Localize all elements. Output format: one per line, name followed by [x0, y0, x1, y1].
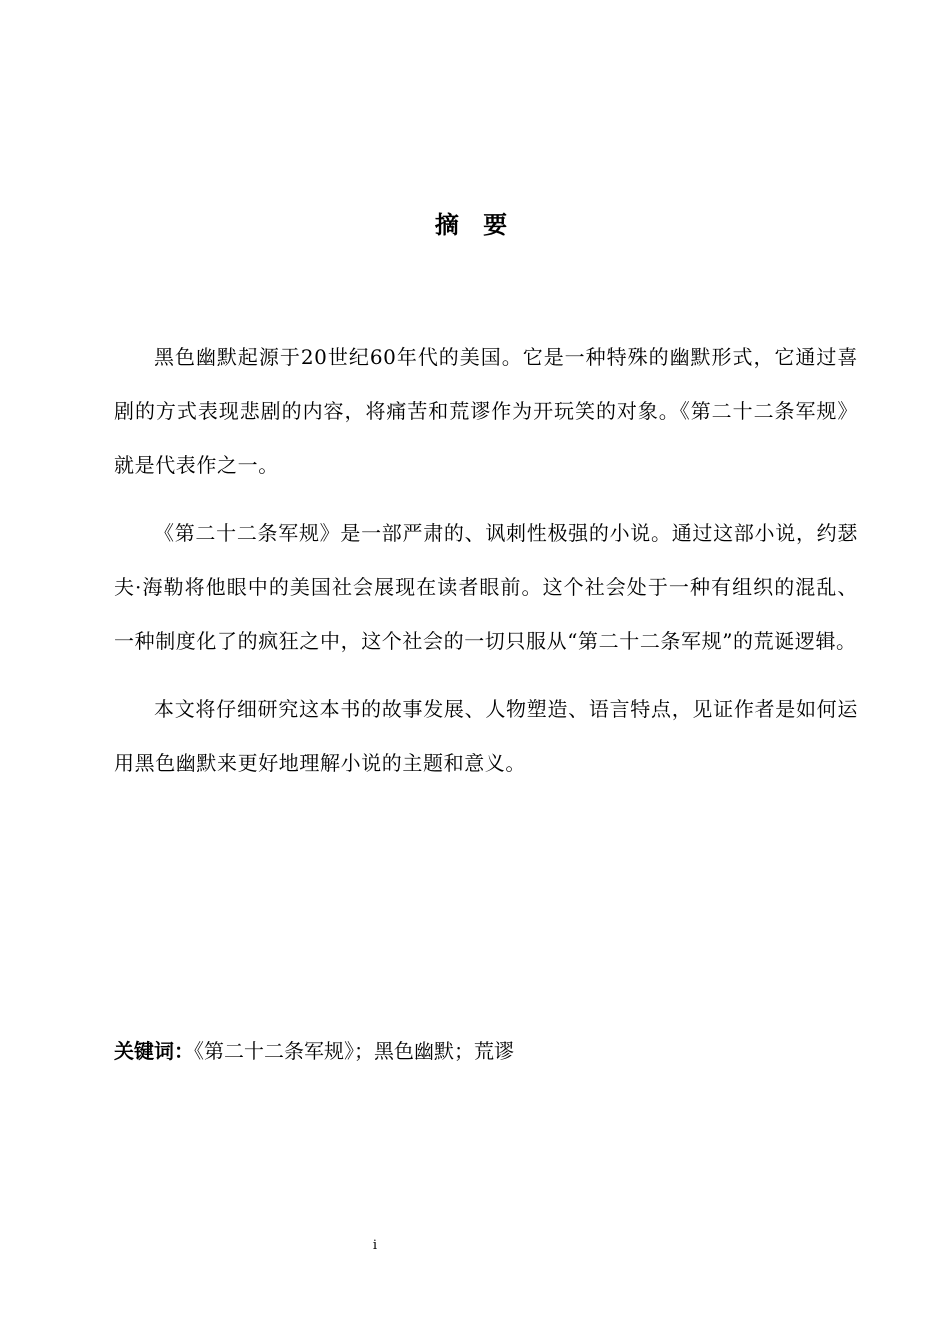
- keywords-label: 关键词：: [114, 1039, 194, 1063]
- page-title: 摘 要: [434, 211, 516, 239]
- keywords-line: [114, 1033, 858, 1069]
- abstract-paragraph-3: 本文将仔细研究这本书的故事发展、人物塑造、语言特点，见证作者是如何运用黑色幽默来更好地理解小说的主题和意义。: [114, 697, 858, 775]
- abstract-paragraph-2: 《第二十二条军规》是一部严肃的、讽刺性极强的小说。通过这部小说，约瑟夫·海勒将他眼中的美国社会展现在读者眼前。这个社会处于一种有组织的混乱、一种制度化了的疯狂之中，这个社会的一切只服从“第二十二条军规”的荒诞逻辑。: [114, 521, 858, 653]
- page-number: i: [372, 1238, 378, 1253]
- keywords-value: 《第二十二条军规》；黑色幽默；荒谬: [194, 1039, 514, 1063]
- abstract-paragraph-1: 黑色幽默起源于20世纪60年代的美国。它是一种特殊的幽默形式，它通过喜剧的方式表现悲剧的内容，将痛苦和荒谬作为开玩笑的对象。《第二十二条军规》就是代表作之一。: [114, 345, 858, 477]
- abstract-body: [114, 330, 858, 790]
